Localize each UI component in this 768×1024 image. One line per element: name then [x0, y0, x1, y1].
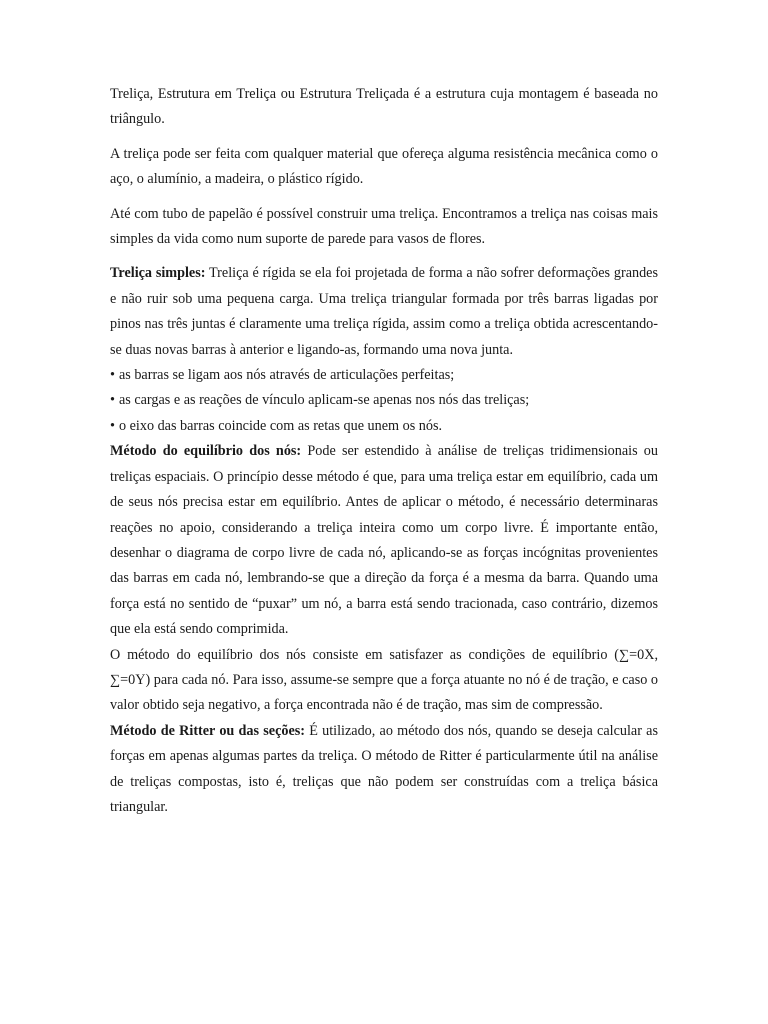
- heading-simple-truss: Treliça simples:: [110, 265, 206, 282]
- paragraph-intro: Treliça, Estrutura em Treliça ou Estrutura Treliçada é a estrutura cuja montagem é baseada no triângulo.: [110, 86, 658, 128]
- text-ritter-method: É utilizado, ao método dos nós, quando se deseja calcular as forças em apenas algumas partes da treliça. O método de Ritter é particularmente útil na análise de treliças compostas, isto é, treliças que não podem ser construídas com a treliça básica triangular.: [110, 722, 658, 815]
- text-simple-truss: Treliça é rígida se ela foi projetada de forma a não sofrer deformações grandes e não ruir sob uma pequena carga. Uma treliça triangular formada por três barras ligadas por pinos nas três juntas é claramente uma treliça rígida, assim como a treliça obtida acrescentando-se duas novas barras à anterior e ligando-as, formando uma nova junta.: [110, 265, 658, 358]
- bullet-text: o eixo das barras coincide com as retas que unem os nós.: [118, 417, 443, 434]
- paragraph-examples: Até com tubo de papelão é possível construir uma treliça. Encontramos a treliça nas coisas mais simples da vida como num suporte de parede para vasos de flores.: [110, 205, 658, 248]
- heading-node-method: Método do equilíbrio dos nós:: [110, 443, 302, 460]
- bullet-text: as cargas e as reações de vínculo aplicam-se apenas nos nós das treliças;: [118, 392, 530, 409]
- paragraph-node-method: [110, 439, 658, 642]
- text-node-method: Pode ser estendido à análise de treliças tridimensionais ou treliças espaciais. O princípio desse método é que, para uma treliça estar em equilíbrio, cada um de seus nós precisa estar em equilíbrio. Antes de aplicar o método, é necessário determinaras reações no apoio, considerando a treliça inteira como um corpo livre. É importante então, desenhar o diagrama de corpo livre de cada nó, aplicando-se as forças incógnitas provenientes das barras em cada nó, lembrando-se que a direção da força é a mesma da barra. Quando uma força está no sentido de “puxar” um nó, a barra está sendo tracionada, caso contrário, dizemos que ela está sendo comprimida.: [110, 443, 658, 638]
- bullet-text: as barras se ligam aos nós através de articulações perfeitas;: [118, 367, 455, 384]
- list-item: [110, 388, 658, 413]
- bullet-icon: •: [110, 417, 115, 434]
- paragraph-materials: A treliça pode ser feita com qualquer material que ofereça alguma resistência mecânica como o aço, o alumínio, a madeira, o plástico rígido.: [110, 145, 658, 188]
- document-page: [110, 82, 658, 820]
- list-item: [110, 414, 658, 439]
- bullet-icon: •: [110, 367, 115, 384]
- paragraph-equilibrium-conditions: O método do equilíbrio dos nós consiste em satisfazer as condições de equilíbrio (∑=0X, ∑=0Y) para cada nó. Para isso, assume-se sempre que a força atuante no nó é de tração, e caso o valor obtido seja negativo, a força encontrada não é de tração, mas sim de compressão.: [110, 646, 658, 714]
- heading-ritter-method: Método de Ritter ou das seções:: [110, 722, 306, 739]
- paragraph-simple-truss: [110, 261, 658, 363]
- bullet-icon: •: [110, 392, 115, 409]
- list-item: [110, 363, 658, 388]
- paragraph-ritter-method: [110, 719, 658, 821]
